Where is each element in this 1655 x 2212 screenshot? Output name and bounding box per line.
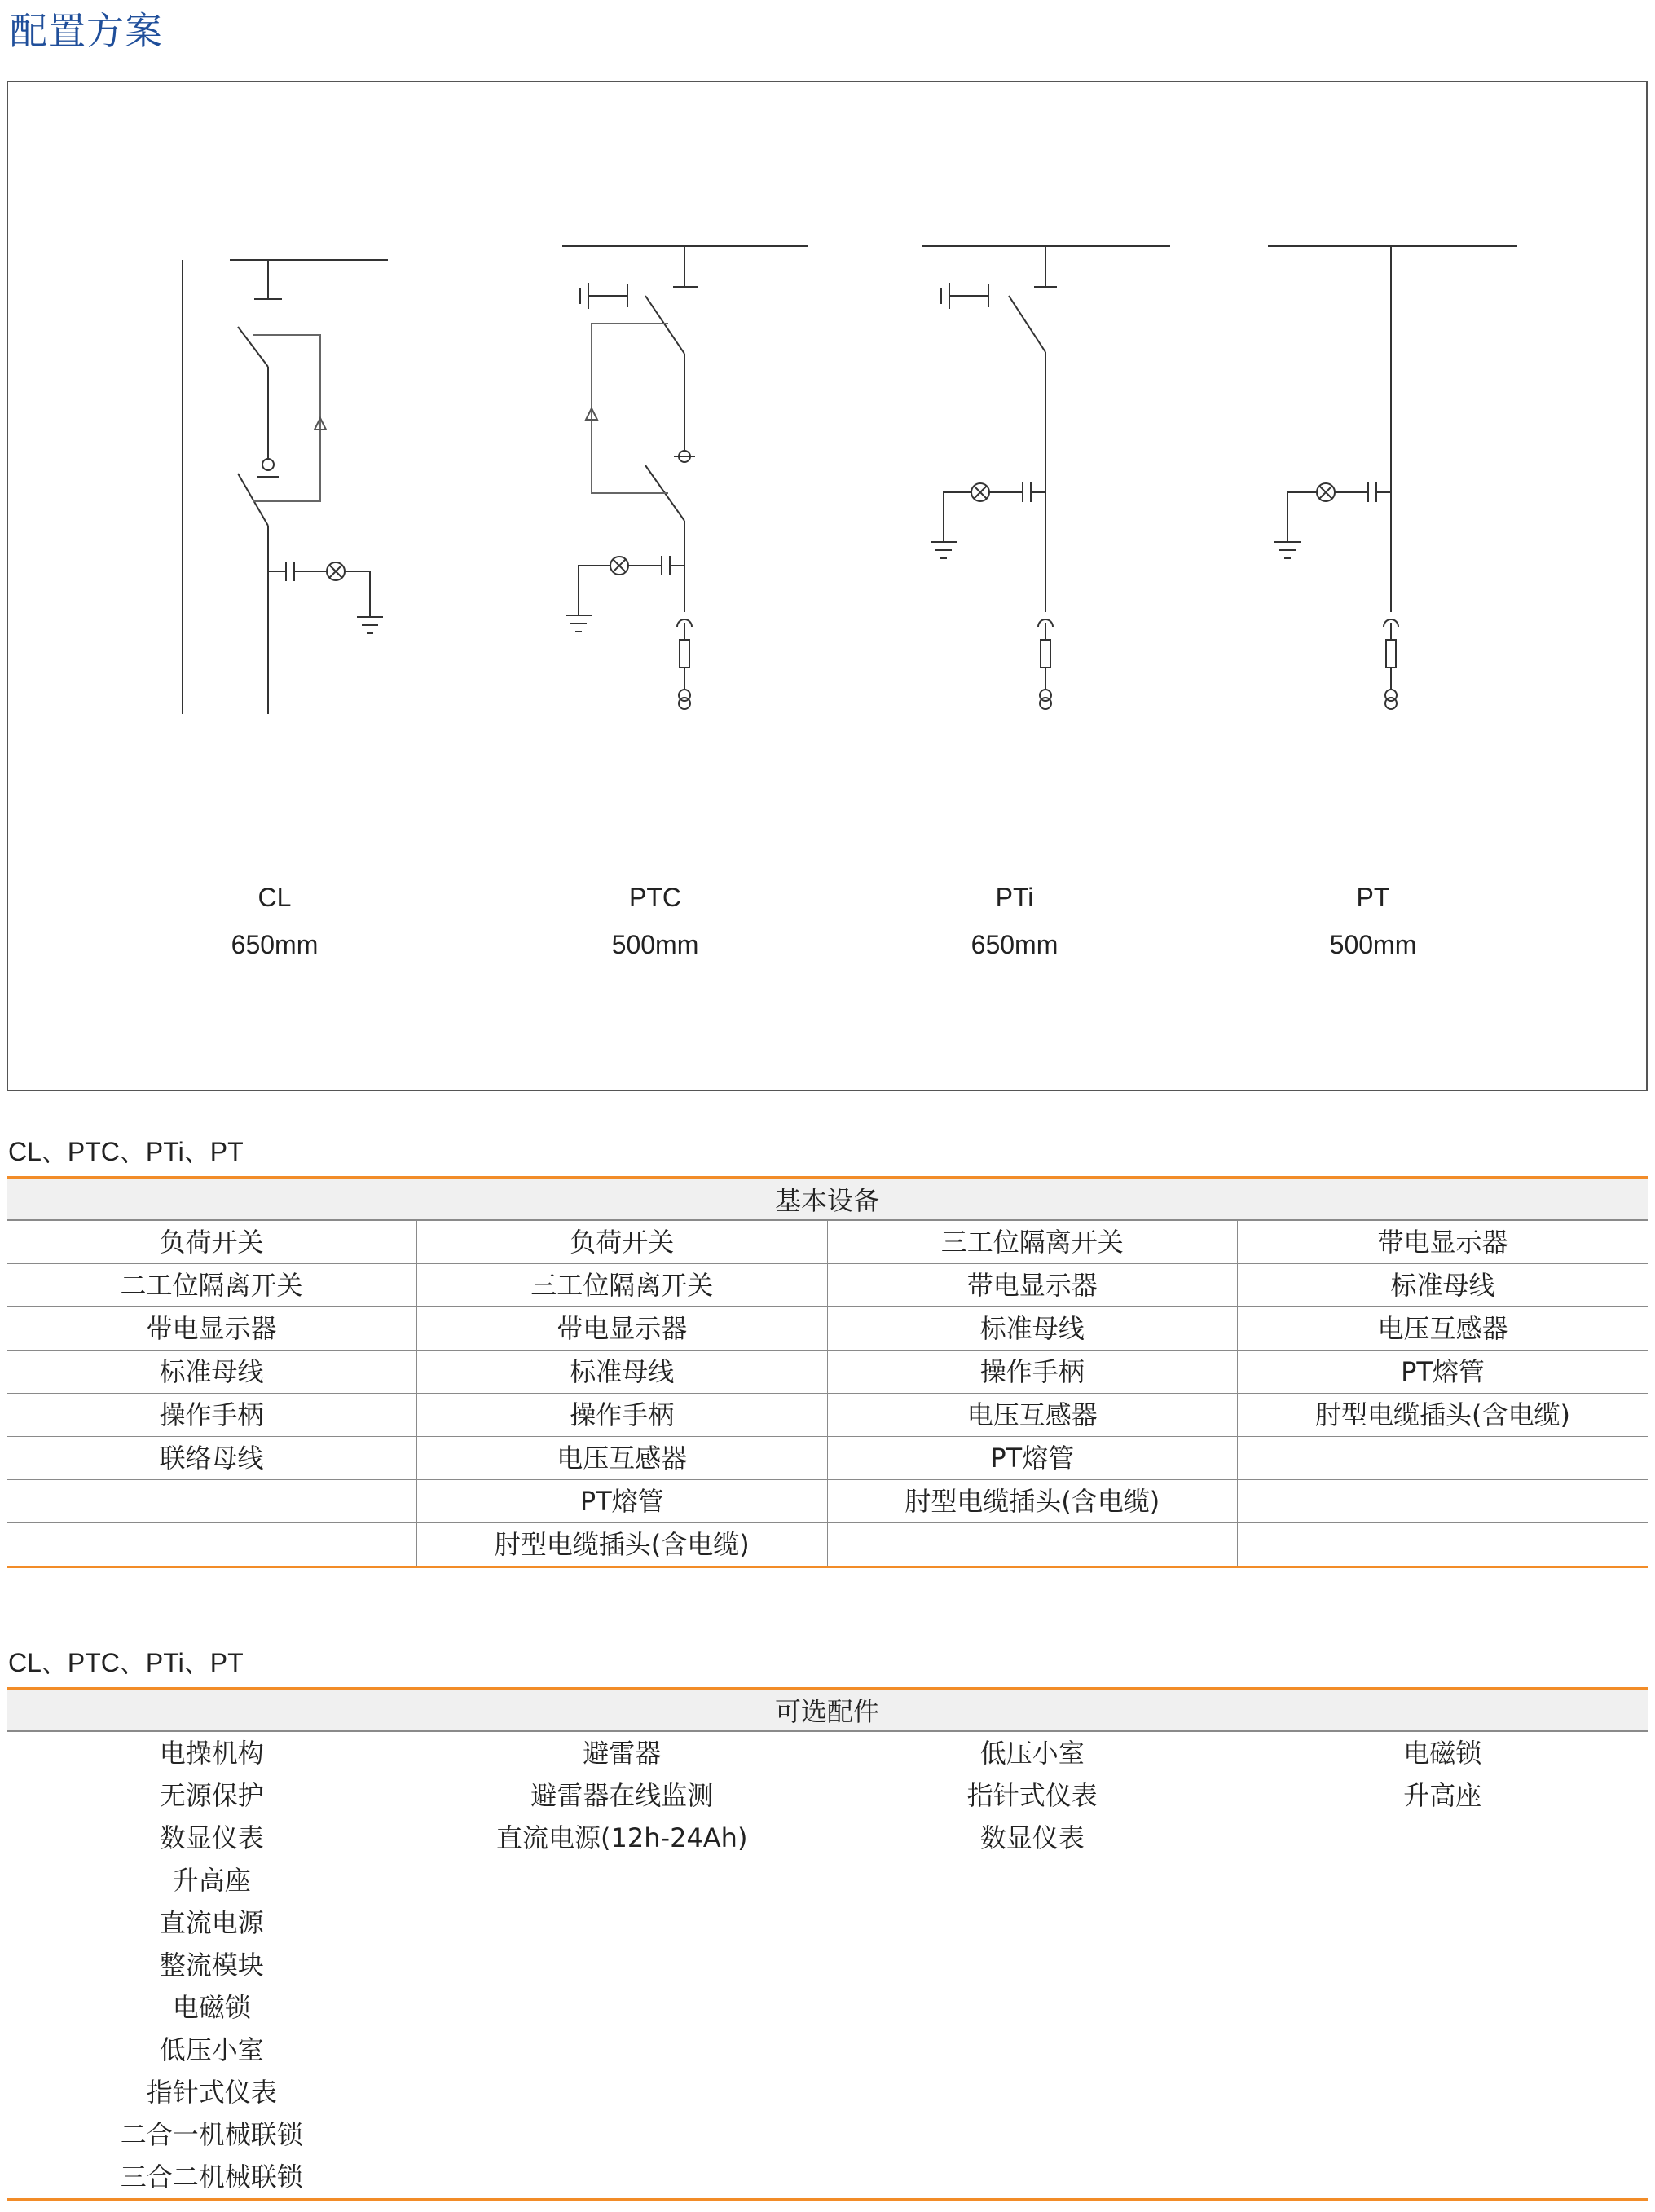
table-cell bbox=[417, 1901, 828, 1944]
table-cell: 电压互感器 bbox=[1238, 1307, 1648, 1351]
table-cell bbox=[1238, 2029, 1648, 2071]
table-cell: 带电显示器 bbox=[417, 1307, 828, 1351]
table-cell bbox=[1238, 1523, 1648, 1567]
table-row bbox=[7, 1351, 1648, 1394]
table-cell: 指针式仪表 bbox=[146, 2077, 277, 2108]
panel-width-pti: 650mm bbox=[971, 930, 1059, 959]
table-cell: 标准母线 bbox=[7, 1351, 417, 1394]
table-cell bbox=[417, 1944, 828, 1986]
table-cell: 数显仪表 bbox=[159, 1822, 264, 1853]
optional-section-title: CL、PTC、PTi、PT bbox=[8, 1648, 244, 1677]
table-cell: 三工位隔离开关 bbox=[417, 1264, 828, 1307]
table-cell: 指针式仪表 bbox=[966, 1780, 1098, 1811]
table-row bbox=[7, 2156, 1648, 2200]
table-cell bbox=[827, 2029, 1238, 2071]
table-cell: 带电显示器 bbox=[827, 1264, 1238, 1307]
diagram-pt bbox=[1268, 246, 1517, 709]
table-cell bbox=[1238, 2113, 1648, 2156]
panel-width-pt: 500mm bbox=[1329, 930, 1417, 959]
basic-equipment-table bbox=[7, 1176, 1648, 1568]
table-cell: 肘型电缆插头(含电缆) bbox=[827, 1480, 1238, 1523]
table-cell bbox=[827, 1944, 1238, 1986]
table-cell: 电磁锁 bbox=[172, 1992, 251, 2023]
table-cell bbox=[1238, 1437, 1648, 1480]
table-cell: 三工位隔离开关 bbox=[827, 1220, 1238, 1264]
table-row bbox=[7, 2071, 1648, 2113]
table-cell: 直流电源(12h-24Ah) bbox=[496, 1822, 748, 1853]
table-cell: 避雷器在线监测 bbox=[530, 1780, 714, 1811]
page-title: 配置方案 bbox=[10, 9, 163, 53]
table-row bbox=[7, 1901, 1648, 1944]
optional-table-body bbox=[7, 1731, 1648, 2200]
table-row bbox=[7, 1774, 1648, 1817]
table-cell bbox=[1238, 1901, 1648, 1944]
table-cell: 三合二机械联锁 bbox=[7, 2156, 417, 2200]
table-cell: 低压小室 bbox=[979, 1738, 1085, 1769]
table-cell bbox=[1238, 1944, 1648, 1986]
single-line-diagram-box bbox=[7, 81, 1648, 1091]
table-cell: 无源保护 bbox=[159, 1780, 264, 1811]
table-cell: 标准母线 bbox=[1238, 1264, 1648, 1307]
table-cell bbox=[417, 2113, 828, 2156]
table-row bbox=[7, 1437, 1648, 1480]
table-cell: 电压互感器 bbox=[417, 1437, 828, 1480]
table-cell: 数显仪表 bbox=[979, 1822, 1085, 1853]
diagram-cl bbox=[183, 260, 388, 714]
basic-section-title: CL、PTC、PTi、PT bbox=[8, 1137, 244, 1166]
panel-name-pti: PTi bbox=[995, 883, 1034, 912]
table-cell bbox=[827, 2071, 1238, 2113]
table-cell bbox=[827, 2156, 1238, 2200]
table-cell: 升高座 bbox=[1403, 1780, 1482, 1811]
optional-table-header: 可选配件 bbox=[7, 1689, 1648, 1732]
panel-name-ptc: PTC bbox=[629, 883, 681, 912]
table-cell bbox=[827, 1986, 1238, 2029]
table-cell bbox=[1238, 1817, 1648, 1859]
table-row bbox=[7, 2113, 1648, 2156]
table-cell: PT熔管 bbox=[1238, 1351, 1648, 1394]
panel-width-cl: 650mm bbox=[231, 930, 319, 959]
table-cell: 直流电源 bbox=[159, 1907, 264, 1938]
table-cell bbox=[417, 1859, 828, 1901]
table-cell bbox=[1238, 1480, 1648, 1523]
panel-name-cl: CL bbox=[257, 883, 292, 912]
table-cell: 带电显示器 bbox=[7, 1307, 417, 1351]
table-cell: 二工位隔离开关 bbox=[7, 1264, 417, 1307]
table-cell bbox=[7, 1480, 417, 1523]
table-cell: 标准母线 bbox=[827, 1307, 1238, 1351]
table-cell: 标准母线 bbox=[417, 1351, 828, 1394]
table-row bbox=[7, 1523, 1648, 1567]
table-cell bbox=[1238, 2156, 1648, 2200]
table-cell: 操作手柄 bbox=[827, 1351, 1238, 1394]
basic-table-header: 基本设备 bbox=[7, 1178, 1648, 1221]
table-cell bbox=[827, 1859, 1238, 1901]
table-cell: 低压小室 bbox=[159, 2034, 264, 2065]
table-cell: 升高座 bbox=[172, 1865, 251, 1896]
table-row bbox=[7, 2029, 1648, 2071]
table-cell: 避雷器 bbox=[583, 1738, 662, 1769]
table-cell bbox=[827, 2113, 1238, 2156]
table-cell: 肘型电缆插头(含电缆) bbox=[1238, 1394, 1648, 1437]
table-cell: 负荷开关 bbox=[7, 1220, 417, 1264]
table-cell bbox=[827, 1523, 1238, 1567]
table-cell: 负荷开关 bbox=[417, 1220, 828, 1264]
table-cell bbox=[1238, 1859, 1648, 1901]
table-cell: 整流模块 bbox=[159, 1950, 264, 1981]
table-cell: 操作手柄 bbox=[7, 1394, 417, 1437]
optional-accessories-table bbox=[7, 1687, 1648, 2201]
table-cell bbox=[417, 2071, 828, 2113]
table-cell: 肘型电缆插头(含电缆) bbox=[417, 1523, 828, 1567]
table-row bbox=[7, 1394, 1648, 1437]
basic-table-body bbox=[7, 1220, 1648, 1567]
table-row bbox=[7, 1944, 1648, 1986]
panel-width-ptc: 500mm bbox=[611, 930, 699, 959]
table-row bbox=[7, 1480, 1648, 1523]
table-row bbox=[7, 1817, 1648, 1859]
table-cell: 带电显示器 bbox=[1238, 1220, 1648, 1264]
table-cell: PT熔管 bbox=[417, 1480, 828, 1523]
table-cell bbox=[827, 1901, 1238, 1944]
table-cell bbox=[417, 2029, 828, 2071]
table-cell: 电操机构 bbox=[159, 1738, 264, 1769]
table-row bbox=[7, 1731, 1648, 1774]
table-cell: PT熔管 bbox=[827, 1437, 1238, 1480]
table-cell: 电磁锁 bbox=[1403, 1738, 1482, 1769]
table-row bbox=[7, 1859, 1648, 1901]
table-cell bbox=[7, 1523, 417, 1567]
diagram-ptc bbox=[562, 246, 808, 709]
table-cell: 操作手柄 bbox=[417, 1394, 828, 1437]
panel-name-pt: PT bbox=[1356, 883, 1390, 912]
table-cell bbox=[417, 1986, 828, 2029]
table-cell bbox=[417, 2156, 828, 2200]
table-row bbox=[7, 1264, 1648, 1307]
table-cell bbox=[1238, 2071, 1648, 2113]
table-cell: 联络母线 bbox=[7, 1437, 417, 1480]
table-cell: 二合一机械联锁 bbox=[120, 2119, 303, 2150]
table-cell bbox=[1238, 1986, 1648, 2029]
table-cell: 电压互感器 bbox=[827, 1394, 1238, 1437]
table-row bbox=[7, 1986, 1648, 2029]
table-row bbox=[7, 1220, 1648, 1264]
table-row bbox=[7, 1307, 1648, 1351]
diagram-pti bbox=[922, 246, 1170, 709]
